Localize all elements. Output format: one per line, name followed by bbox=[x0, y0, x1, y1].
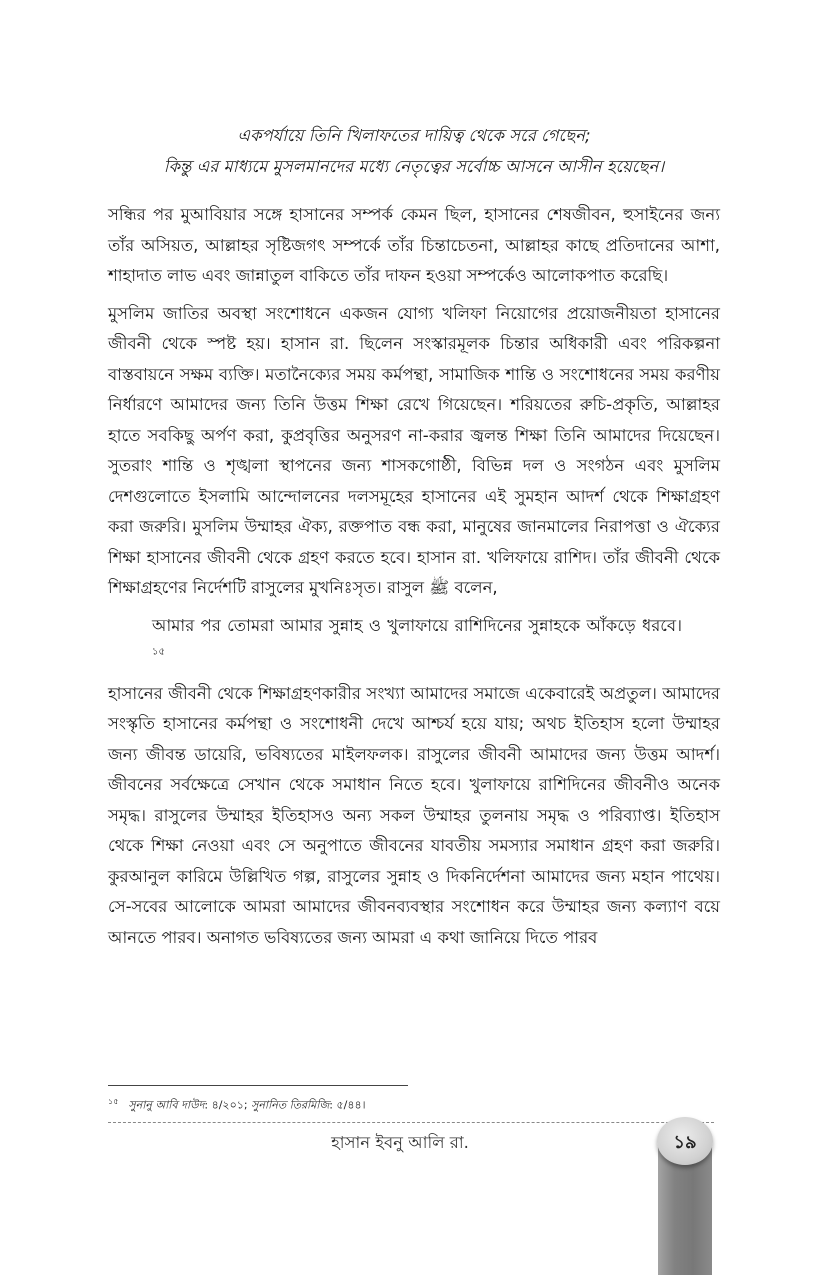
running-title: হাসান ইবনু আলি রা. bbox=[331, 1133, 469, 1152]
paragraph-2: মুসলিম জাতির অবস্থা সংশোধনে একজন যোগ্য খলিফা নিয়োগের প্রয়োজনীয়তা হাসানের জীবনী থেকে স্পষ্ট হয়। হাসান রা. ছিলেন সংস্কারমূলক চিন্তার অধিকারী এবং পরিকল্পনা বাস্তবায়নে সক্ষম ব্যক্তি। মতানৈক্যের সময় কর্মপন্থা, সামাজিক শান্তি ও সংশোধনের সময় করণীয় নির্ধারণে আমাদের জন্য তিনি উত্তম শিক্ষা রেখে গিয়েছেন। শরিয়তের রুচি-প্রকৃতি, আল্লাহর হাতে সবকিছু অর্পণ করা, কুপ্রবৃত্তির অনুসরণ না-করার জ্বলন্ত শিক্ষা তিনি আমাদের দিয়েছেন। সুতরাং শান্তি ও শৃঙ্খলা স্থাপনের জন্য শাসকগোষ্ঠী, বিভিন্ন দল ও সংগঠন এবং মুসলিম দেশগুলোতে ইসলামি আন্দোলনের দলসমূহের হাসানের এই সুমহান আদর্শ থেকে শিক্ষাগ্রহণ করা জরুরি। মুসলিম উম্মাহর ঐক্য, রক্তপাত বন্ধ করা, মানুষের জানমালের নিরাপত্তা ও ঐক্যের শিক্ষা হাসানের জীবনী থেকে গ্রহণ করতে হবে। হাসান রা. খলিফায়ে রাশিদ। তাঁর জীবনী থেকে শিক্ষাগ্রহণের নির্দেশটি রাসুলের মুখনিঃসৃত। রাসুল ﷺ বলেন, bbox=[108, 303, 720, 597]
hadith-quote bbox=[152, 611, 682, 672]
footnote-marker: ১৫ bbox=[108, 1097, 119, 1106]
page-number-badge bbox=[657, 1117, 713, 1165]
footnote-reference[interactable]: ১৫ bbox=[152, 646, 165, 658]
footnote-source-2: সুনানিত তিরমিজি bbox=[251, 1098, 330, 1112]
epigraph bbox=[108, 120, 720, 182]
paragraph-3: হাসানের জীবনী থেকে শিক্ষাগ্রহণকারীর সংখ্যা আমাদের সমাজে একেবারেই অপ্রতুল। আমাদের সংস্কৃতি হাসানের কর্মপন্থা ও সংশোধনী দেখে আশ্চর্য হয়ে যায়; অথচ ইতিহাস হলো উম্মাহর জন্য জীবন্ত ডায়েরি, ভবিষ্যতের মাইলফলক। রাসুলের জীবনী আমাদের জন্য উত্তম আদর্শ। জীবনের সর্বক্ষেত্রে সেখান থেকে সমাধান নিতে হবে। খুলাফায়ে রাশিদিনের জীবনীও অনেক সমৃদ্ধ। রাসুলের উম্মাহর ইতিহাসও অন্য সকল উম্মাহর তুলনায় সমৃদ্ধ ও পরিব্যাপ্ত। ইতিহাস থেকে শিক্ষা নেওয়া এবং সে অনুপাতে জীবনের যাবতীয় সমস্যার সমাধান গ্রহণ করা জরুরি। কুরআনুল কারিমে উল্লিখিত গল্প, রাসুলের সুন্নাহ ও দিকনির্দেশনা আমাদের জন্য মহান পাথেয়। সে-সবের আলোকে আমরা আমাদের জীবনব্যবস্থার সংশোধন করে উম্মাহর জন্য কল্যাণ বয়ে আনতে পারব। অনাগত ভবিষ্যতের জন্য আমরা এ কথা জানিয়ে দিতে পারব bbox=[108, 683, 720, 947]
footnote-divider bbox=[108, 1085, 408, 1086]
footer-divider bbox=[108, 1122, 714, 1123]
paragraph-1: সন্ধির পর মুআবিয়ার সঙ্গে হাসানের সম্পর্ক কেমন ছিল, হাসানের শেষজীবন, হুসাইনের জন্য তাঁর অসিয়ত, আল্লাহর সৃষ্টিজগৎ সম্পর্কে তাঁর চিন্তাচেতনা, আল্লাহর কাছে প্রতিদানের আশা, শাহাদাত লাভ এবং জান্নাতুল বাকিতে তাঁর দাফন হওয়া সম্পর্কেও আলোকপাত করেছি। bbox=[108, 205, 720, 285]
footnote-reference-1: : ৪/২০১; bbox=[204, 1098, 252, 1112]
footnote-reference-2: : ৫/৪৪। bbox=[329, 1098, 366, 1112]
epigraph-line-1: একপর্যায়ে তিনি খিলাফতের দায়িত্ব থেকে সরে গেছেন; bbox=[237, 126, 591, 145]
page-number: ১৯ bbox=[673, 1132, 697, 1153]
main-text bbox=[108, 200, 720, 960]
footnote bbox=[108, 1094, 366, 1114]
footnote-source-1: সুনানু আবি দাউদ bbox=[128, 1098, 205, 1112]
quote-text: আমার পর তোমরা আমার সুন্নাহ ও খুলাফায়ে রাশিদিনের সুন্নাহকে আঁকড়ে ধরবে। bbox=[152, 615, 682, 635]
epigraph-line-2: কিন্তু এর মাধ্যমে মুসলমানদের মধ্যে নেতৃত্বের সর্বোচ্চ আসনে আসীন হয়েছেন। bbox=[163, 157, 665, 176]
